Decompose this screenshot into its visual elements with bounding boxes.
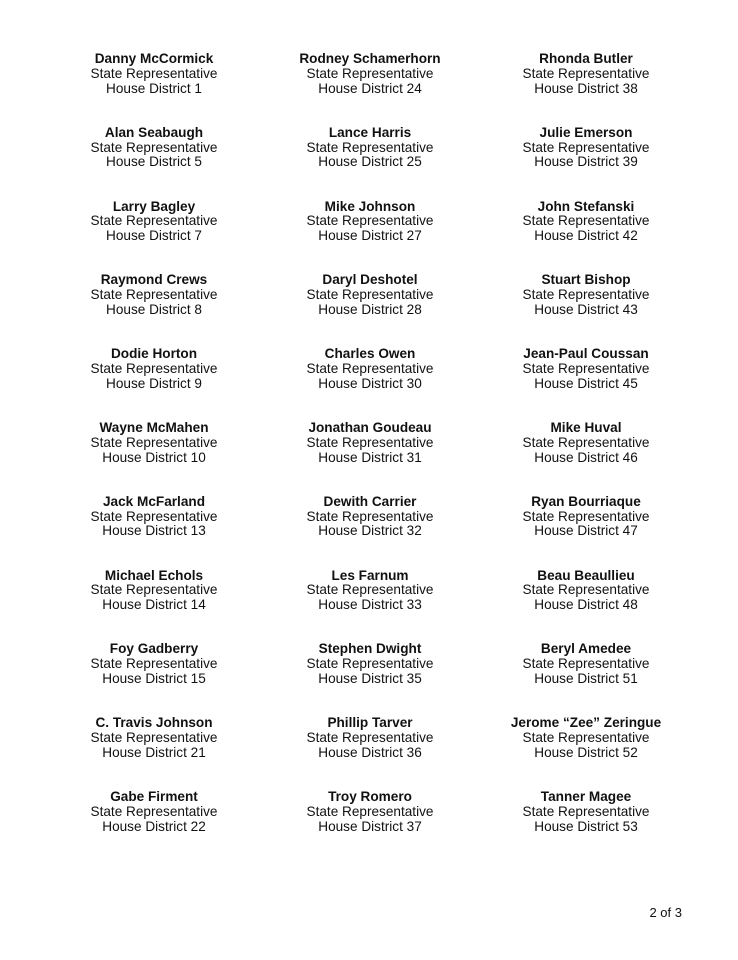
representative-name: Danny McCormick [94, 51, 214, 66]
representative-entry [46, 642, 262, 716]
representative-title: State Representative [306, 729, 434, 745]
representative-roster [46, 52, 694, 864]
representative-title: State Representative [90, 508, 218, 524]
representative-district: House District 33 [318, 597, 422, 613]
representative-entry [478, 421, 694, 495]
representative-title: State Representative [522, 508, 650, 524]
representative-name: Daryl Deshotel [322, 272, 418, 288]
representative-title: State Representative [522, 729, 650, 745]
roster-column-3 [478, 52, 694, 864]
representative-district: House District 45 [534, 375, 638, 391]
representative-name: Stephen Dwight [318, 641, 422, 657]
representative-entry [478, 347, 694, 421]
representative-district: House District 47 [534, 523, 638, 539]
representative-entry [262, 347, 478, 421]
representative-district: House District 35 [318, 670, 422, 686]
representative-title: State Representative [522, 287, 650, 303]
representative-name: Gabe Firment [110, 788, 198, 804]
representative-name: Julie Emerson [539, 124, 633, 140]
representative-entry [478, 569, 694, 643]
representative-entry [478, 716, 694, 790]
representative-district: House District 21 [102, 744, 206, 760]
representative-title: State Representative [306, 139, 434, 155]
representative-title: State Representative [522, 65, 650, 81]
representative-entry [478, 200, 694, 274]
representative-title: State Representative [522, 213, 650, 229]
representative-name: Troy Romero [328, 788, 412, 804]
representative-district: House District 46 [534, 449, 638, 465]
representative-entry [478, 126, 694, 200]
representative-entry [262, 569, 478, 643]
representative-name: Jerome “Zee” Zeringue [510, 715, 662, 731]
representative-district: House District 39 [534, 154, 638, 170]
representative-entry [262, 495, 478, 569]
representative-name: Beryl Amedee [540, 641, 632, 657]
representative-title: State Representative [306, 287, 434, 303]
representative-title: State Representative [90, 582, 218, 598]
representative-title: State Representative [522, 360, 650, 376]
representative-district: House District 24 [318, 80, 422, 96]
representative-name: Rodney Schamerhorn [299, 51, 441, 66]
representative-entry [46, 347, 262, 421]
representative-title: State Representative [522, 656, 650, 672]
representative-entry [46, 126, 262, 200]
representative-district: House District 32 [318, 523, 422, 539]
representative-name: Stuart Bishop [541, 272, 631, 288]
representative-title: State Representative [90, 656, 218, 672]
representative-name: Mike Huval [550, 419, 622, 435]
representative-name: Les Farnum [331, 567, 409, 583]
representative-district: House District 22 [102, 818, 206, 834]
representative-title: State Representative [522, 139, 650, 155]
representative-entry [478, 642, 694, 716]
representative-district: House District 43 [534, 301, 638, 317]
representative-name: John Stefanski [537, 198, 635, 214]
representative-name: Dewith Carrier [323, 493, 417, 509]
representative-entry [46, 716, 262, 790]
representative-entry [262, 716, 478, 790]
representative-title: State Representative [90, 803, 218, 819]
representative-entry [46, 569, 262, 643]
representative-title: State Representative [306, 65, 434, 81]
representative-name: Rhonda Butler [539, 51, 633, 66]
representative-name: Phillip Tarver [327, 715, 413, 731]
representative-district: House District 14 [102, 597, 206, 613]
representative-name: Michael Echols [104, 567, 204, 583]
representative-district: House District 15 [102, 670, 206, 686]
representative-title: State Representative [90, 65, 218, 81]
representative-entry [46, 200, 262, 274]
representative-district: House District 9 [106, 375, 202, 391]
representative-entry [262, 421, 478, 495]
representative-title: State Representative [90, 213, 218, 229]
representative-title: State Representative [306, 508, 434, 524]
representative-entry [262, 273, 478, 347]
representative-name: Ryan Bourriaque [531, 493, 641, 509]
representative-name: Tanner Magee [540, 788, 632, 804]
representative-title: State Representative [522, 803, 650, 819]
representative-entry [46, 273, 262, 347]
representative-entry [46, 790, 262, 864]
representative-name: Wayne McMahen [99, 419, 209, 435]
representative-district: House District 48 [534, 597, 638, 613]
representative-district: House District 52 [534, 744, 638, 760]
representative-name: Mike Johnson [324, 198, 416, 214]
representative-entry [46, 421, 262, 495]
representative-title: State Representative [306, 803, 434, 819]
page-number: 2 of 3 [649, 905, 682, 920]
representative-district: House District 38 [534, 80, 638, 96]
representative-title: State Representative [306, 213, 434, 229]
representative-title: State Representative [90, 729, 218, 745]
representative-entry [262, 642, 478, 716]
representative-title: State Representative [90, 287, 218, 303]
representative-district: House District 42 [534, 228, 638, 244]
representative-title: State Representative [306, 360, 434, 376]
representative-title: State Representative [522, 434, 650, 450]
representative-title: State Representative [306, 656, 434, 672]
representative-district: House District 31 [318, 449, 422, 465]
representative-district: House District 27 [318, 228, 422, 244]
representative-name: Jean-Paul Coussan [523, 346, 649, 362]
representative-district: House District 8 [106, 301, 202, 317]
representative-district: House District 5 [106, 154, 202, 170]
representative-district: House District 51 [534, 670, 638, 686]
representative-name: Foy Gadberry [109, 641, 199, 657]
representative-entry [478, 273, 694, 347]
representative-name: Charles Owen [324, 346, 416, 362]
representative-title: State Representative [90, 139, 218, 155]
representative-district: House District 13 [102, 523, 206, 539]
representative-entry [46, 495, 262, 569]
representative-entry [46, 52, 262, 126]
representative-title: State Representative [90, 434, 218, 450]
representative-name: Lance Harris [328, 124, 412, 140]
representative-entry [262, 52, 478, 126]
representative-district: House District 30 [318, 375, 422, 391]
representative-district: House District 1 [106, 80, 202, 96]
representative-title: State Representative [522, 582, 650, 598]
representative-name: Beau Beaullieu [537, 567, 635, 583]
representative-entry [262, 790, 478, 864]
representative-district: House District 37 [318, 818, 422, 834]
representative-entry [478, 790, 694, 864]
representative-entry [262, 200, 478, 274]
roster-column-2 [262, 52, 478, 864]
representative-entry [262, 126, 478, 200]
representative-title: State Representative [90, 360, 218, 376]
representative-title: State Representative [306, 582, 434, 598]
representative-district: House District 53 [534, 818, 638, 834]
representative-district: House District 28 [318, 301, 422, 317]
representative-name: Alan Seabaugh [104, 124, 204, 140]
representative-name: Raymond Crews [100, 272, 208, 288]
representative-entry [478, 52, 694, 126]
representative-name: Larry Bagley [112, 198, 196, 214]
representative-district: House District 10 [102, 449, 206, 465]
representative-title: State Representative [306, 434, 434, 450]
representative-name: C. Travis Johnson [95, 715, 213, 731]
representative-district: House District 36 [318, 744, 422, 760]
representative-entry [478, 495, 694, 569]
representative-district: House District 7 [106, 228, 202, 244]
representative-name: Dodie Horton [110, 346, 198, 362]
roster-column-1 [46, 52, 262, 864]
representative-name: Jack McFarland [103, 493, 205, 509]
representative-district: House District 25 [318, 154, 422, 170]
representative-name: Jonathan Goudeau [308, 419, 432, 435]
